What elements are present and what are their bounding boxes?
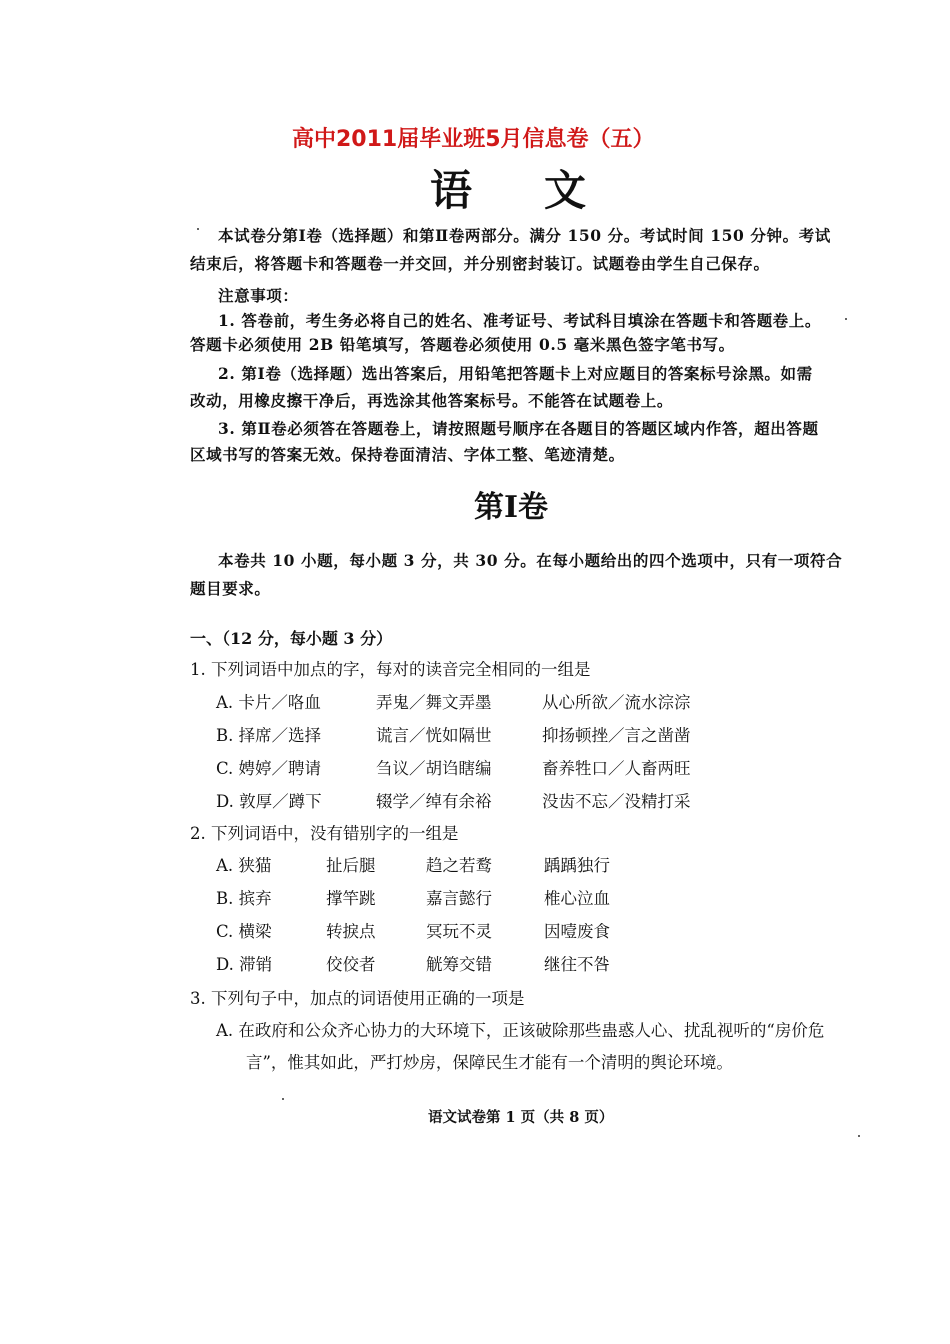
q1-option-a-col1: A. 卡片／咯血 <box>216 693 321 712</box>
q2-option-a-col1: A. 狭猫 <box>216 856 272 875</box>
q1-option-d-col2: 辍学／绰有余裕 <box>376 792 492 811</box>
q2-option-b-col4: 椎心泣血 <box>544 889 610 908</box>
scan-speck <box>845 318 847 320</box>
intro-line-2: 结束后，将答题卡和答题卷一并交回，并分别密封装订。试题卷由学生自己保存。 <box>190 254 770 273</box>
note-3-line-1: 3. 第Ⅱ卷必须答在答题卷上，请按照题号顺序在各题目的答题区域内作答，超出答题 <box>218 419 819 438</box>
q2-option-a-col4: 踽踽独行 <box>544 856 610 875</box>
q2-option-a-col2: 扯后腿 <box>326 856 376 875</box>
scan-speck <box>858 1135 860 1137</box>
volume-1-desc-line-2: 题目要求。 <box>190 579 271 598</box>
q2-stem: 2. 下列词语中，没有错别字的一组是 <box>190 824 459 843</box>
q2-option-d-col1: D. 滞销 <box>216 955 273 974</box>
q1-option-b-col3: 抑扬顿挫／言之凿凿 <box>542 726 691 745</box>
exam-title: 高中2011届毕业班5月信息卷（五） <box>292 127 655 152</box>
q1-option-c-col3: 畜养牲口／人畜两旺 <box>542 759 691 778</box>
q2-option-c-col1: C. 横梁 <box>216 922 272 941</box>
q2-option-d-col4: 继往不咎 <box>544 955 610 974</box>
subject-title: 语文 <box>430 166 659 215</box>
page-footer: 语文试卷第 1 页（共 8 页） <box>428 1109 614 1126</box>
q1-option-a-col2: 弄鬼／舞文弄墨 <box>376 693 492 712</box>
note-2-line-2: 改动，用橡皮擦干净后，再选涂其他答案标号。不能答在试题卷上。 <box>190 391 674 410</box>
volume-1-title: 第Ⅰ卷 <box>474 490 549 525</box>
notice-title: 注意事项： <box>218 286 299 305</box>
note-2-line-1: 2. 第Ⅰ卷（选择题）选出答案后，用铅笔把答题卡上对应题目的答案标号涂黑。如需 <box>218 364 813 383</box>
scan-speck <box>282 1098 284 1100</box>
q2-option-b-col3: 嘉言懿行 <box>426 889 492 908</box>
q2-option-c-col3: 冥玩不灵 <box>426 922 492 941</box>
q2-option-b-col1: B. 摈弃 <box>216 889 272 908</box>
q2-option-b-col2: 撑竿跳 <box>326 889 376 908</box>
q1-option-c-col1: C. 娉婷／聘请 <box>216 759 322 778</box>
section-1-heading: 一、（12 分，每小题 3 分） <box>190 629 393 648</box>
note-1-line-2: 答题卡必须使用 2B 铅笔填写，答题卷必须使用 0.5 毫米黑色签字笔书写。 <box>190 335 735 354</box>
q1-option-d-col1: D. 敦厚／蹲下 <box>216 792 322 811</box>
q1-option-c-col2: 刍议／胡诌瞎编 <box>376 759 492 778</box>
note-3-line-2: 区域书写的答案无效。保持卷面清洁、字体工整、笔迹清楚。 <box>190 445 625 464</box>
intro-line-1: 本试卷分第Ⅰ卷（选择题）和第Ⅱ卷两部分。满分 150 分。考试时间 150 分钟。考试 <box>218 226 831 245</box>
q1-stem: 1. 下列词语中加点的字，每对的读音完全相同的一组是 <box>190 660 591 679</box>
q1-option-a-col3: 从心所欲／流水淙淙 <box>542 693 691 712</box>
q1-option-b-col2: 谎言／恍如隔世 <box>376 726 492 745</box>
q3-option-a-line-1: A. 在政府和公众齐心协力的大环境下，正该破除那些蛊惑人心、扰乱视听的“房价危 <box>216 1021 825 1040</box>
q2-option-c-col2: 转捩点 <box>326 922 376 941</box>
q1-option-d-col3: 没齿不忘／没精打采 <box>542 792 691 811</box>
note-1-line-1: 1. 答卷前，考生务必将自己的姓名、准考证号、考试科目填涂在答题卡和答题卷上。 <box>218 311 821 330</box>
q3-option-a-line-2: 言”，惟其如此，严打炒房，保障民生才能有一个清明的舆论环境。 <box>246 1053 733 1072</box>
q2-option-a-col3: 趋之若鹜 <box>426 856 492 875</box>
q1-option-b-col1: B. 择席／选择 <box>216 726 322 745</box>
q2-option-c-col4: 因噎废食 <box>544 922 610 941</box>
scan-speck <box>197 228 199 230</box>
volume-1-desc-line-1: 本卷共 10 小题，每小题 3 分，共 30 分。在每小题给出的四个选项中，只有一项符合 <box>218 551 843 570</box>
q3-stem: 3. 下列句子中，加点的词语使用正确的一项是 <box>190 989 525 1008</box>
q2-option-d-col2: 佼佼者 <box>326 955 376 974</box>
q2-option-d-col3: 觥筹交错 <box>426 955 492 974</box>
